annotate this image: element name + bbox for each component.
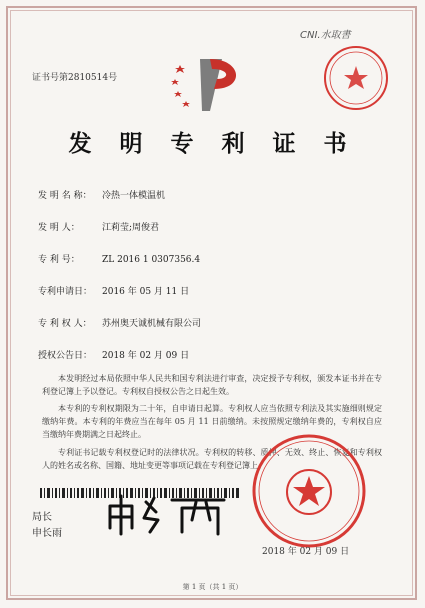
body-paragraph: 本发明经过本局依照中华人民共和国专利法进行审查，决定授予专利权，颁发本证书并在专利登记簿上予以登记。专利权自授权公告之日起生效。 [42, 374, 382, 396]
issue-date: 2018 年 02 月 09 日 [262, 547, 350, 557]
certificate-title: 发 明 专 利 证 书 [68, 130, 357, 157]
director-signature [100, 488, 230, 538]
field-patent-number [38, 252, 200, 265]
body-paragraph: 专利证书记载专利权登记时的法律状况。专利权的转移、质押、无效、终止、恢复和专利权人的姓名或名称、国籍、地址变更等事项记载在专利登记簿上。 [42, 448, 382, 470]
field-patentee [38, 316, 201, 329]
page-footer: 第 1 页（共 1 页） [182, 583, 243, 591]
field-value: 苏州奥天诚机械有限公司 [102, 319, 202, 329]
field-grant-date [38, 348, 189, 361]
body-paragraph: 本专利的专利权期限为二十年，自申请日起算。专利权人应当依照专利法及其实施细则规定缴纳年费。本专利的年费应当在每年 05 月 11 日前缴纳。未按照规定缴纳年费的，专利权自应当缴纳年费期满之日起终止。 [42, 404, 382, 439]
patent-office-logo-icon [170, 55, 250, 113]
field-label: 发 明 名 称： [38, 191, 92, 201]
field-label: 专 利 权 人： [38, 319, 92, 329]
patent-code-seal [322, 44, 390, 112]
field-label: 专利申请日： [38, 287, 93, 297]
field-value: 2018 年 02 月 09 日 [102, 351, 190, 361]
office-official-seal [250, 432, 368, 550]
field-label: 发 明 人： [38, 223, 80, 233]
field-invention-name [38, 188, 165, 201]
certificate-number: 证书号第2810514号 [32, 73, 118, 83]
field-label: 专 利 号： [38, 255, 80, 265]
field-value: 江莉莹;周俊君 [102, 223, 160, 233]
handwritten-note: CNI.水取書 [300, 30, 351, 41]
field-inventor [38, 220, 159, 233]
field-label: 授权公告日： [38, 351, 93, 361]
director-name: 申长雨 [32, 528, 62, 539]
field-value: 2016 年 05 月 11 日 [102, 287, 190, 297]
field-application-date [38, 284, 189, 297]
field-value: ZL 2016 1 0307356.4 [102, 255, 201, 265]
director-title: 局长 [32, 512, 52, 523]
field-value: 冷热一体模温机 [102, 191, 166, 201]
